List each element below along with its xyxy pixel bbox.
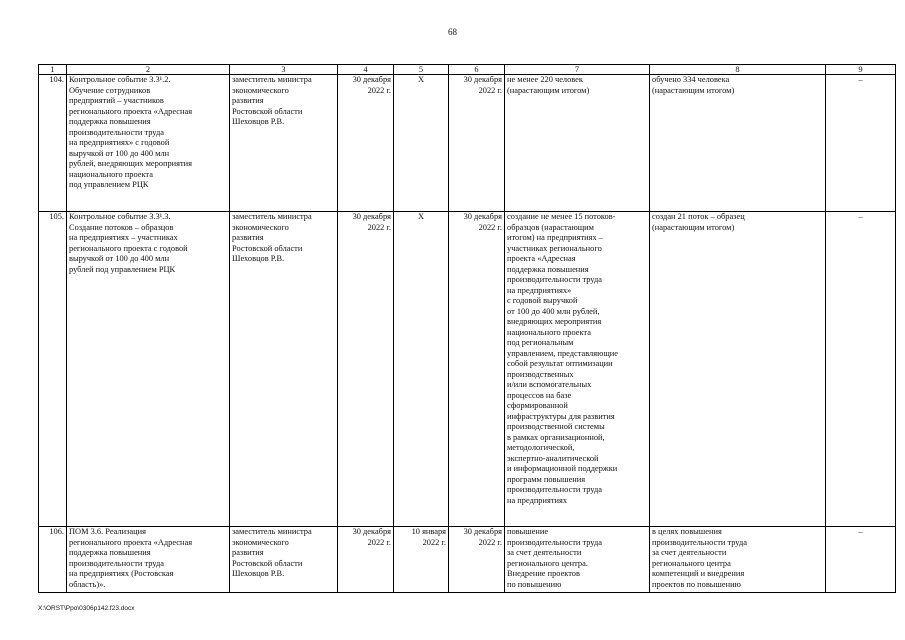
cell-text-line: сформированной (507, 401, 568, 410)
header-cell-7: 7 (505, 65, 650, 75)
cell-text-line: регионального проекта с годовой (69, 243, 188, 253)
cell-text-line: компетенций и внедрения (652, 569, 745, 578)
cell-text-line: за счет деятельности (507, 548, 582, 557)
cell-text-line: по повышению (507, 579, 562, 589)
cell-text-line: ПОМ 3.6. Реализация (69, 527, 146, 536)
cell-text-line: 30 декабря (463, 75, 502, 84)
cell-text-line: в рамках организационной, (507, 432, 605, 442)
cell-text-line: 30 декабря (352, 527, 391, 536)
cell-text-line: 30 декабря (463, 527, 502, 536)
cell-text-line: поддержка повышения (69, 117, 151, 126)
cell-text-line: поддержка повышения (69, 548, 151, 557)
start-date-cell (394, 75, 449, 212)
cell-text-line: 2022 г. (422, 537, 446, 547)
cell-text-line: 30 декабря (352, 75, 391, 84)
cell-text-line: 30 декабря (352, 212, 391, 221)
event-description-cell (67, 75, 230, 212)
event-description-cell (67, 527, 230, 593)
notes-cell (826, 527, 896, 593)
cell-text-line: внедряющих мероприятия (507, 317, 602, 326)
planned-date-cell (338, 75, 394, 212)
cell-text-line: за счет деятельности (652, 548, 727, 557)
cell-text-line: развития (232, 233, 264, 242)
cell-text-line: регионального центра. (507, 558, 588, 568)
cell-text-line: экономического (232, 537, 289, 547)
responsible-cell (230, 527, 338, 593)
cell-text-line: выручкой от 100 до 400 млн (69, 254, 170, 263)
cell-text-line: предприятий – участников (69, 96, 164, 105)
table-row (39, 212, 896, 527)
cell-text-line: регионального центра (652, 558, 731, 568)
cell-text-line: Ростовской области (232, 558, 303, 568)
expected-result-cell (505, 75, 650, 212)
header-row (39, 65, 896, 75)
cell-text-line: заместитель министра (232, 527, 312, 536)
cell-text-line: Ростовской области (232, 106, 303, 116)
cell-text-line: поддержка повышения (507, 264, 589, 274)
page-number: 68 (448, 27, 457, 37)
cell-text-line: управлением, представляющие (507, 348, 618, 358)
actual-result-cell (650, 75, 826, 212)
cell-text-line: производительности труда (652, 537, 747, 547)
cell-text-line: повышение (507, 527, 549, 536)
cell-text-line: Создание потоков – образцов (69, 222, 174, 232)
actual-result-cell (650, 527, 826, 593)
expected-result-cell (505, 527, 650, 593)
cell-text-line: Контрольное событие 3.3¹.3. (69, 212, 171, 221)
cell-text-line: создание не менее 15 потоков- (507, 212, 616, 221)
cell-text-line: рублей под управлением РЦК (69, 264, 176, 274)
cell-text-line: развития (232, 548, 264, 557)
file-path-footer: X:\ORST\Ppo\0306p142.f23.docx (38, 605, 135, 612)
cell-text-line: участниках регионального (507, 243, 602, 253)
start-date-cell (394, 527, 449, 593)
start-date-cell (394, 212, 449, 527)
cell-text-line: Ростовской области (232, 243, 303, 253)
cell-text-line: программ повышения (507, 474, 586, 484)
header-cell-2: 2 (67, 65, 230, 75)
cell-text-line: (нарастающим итогом) (652, 85, 735, 95)
plan-table (38, 64, 896, 593)
header-cell-9: 9 (826, 65, 896, 75)
cell-text-line: – (858, 75, 863, 84)
cell-text-line: (нарастающим итогом) (507, 85, 590, 95)
header-cell-3: 3 (230, 65, 338, 75)
cell-text-line: процессов на базе (507, 390, 572, 400)
cell-text-line: производительности труда (69, 127, 164, 137)
cell-text-line: методологической, (507, 443, 575, 452)
cell-text-line: производственной системы (507, 422, 605, 431)
cell-text-line: национального проекта (507, 327, 591, 337)
cell-text-line: на предприятиях» с годовой (69, 138, 170, 147)
cell-text-line: собой результат оптимизации (507, 359, 613, 368)
cell-text-line: под управлением РЦК (69, 180, 149, 189)
cell-text-line: 2022 г. (478, 537, 502, 547)
row-number: 105. (39, 212, 67, 527)
cell-text-line: заместитель министра (232, 75, 312, 84)
cell-text-line: 2022 г. (478, 85, 502, 95)
planned-date-cell (338, 212, 394, 527)
cell-text-line: инфраструктуры для развития (507, 411, 615, 421)
cell-text-line: производительности труда (69, 558, 164, 568)
end-date-cell (449, 527, 505, 593)
header-cell-6: 6 (449, 65, 505, 75)
cell-text-line: 10 января (411, 527, 446, 536)
cell-text-line: экономического (232, 222, 289, 232)
cell-text-line: производительности труда (507, 537, 602, 547)
notes-cell (826, 212, 896, 527)
cell-text-line: в целях повышения (652, 527, 722, 536)
cell-text-line: 2022 г. (367, 537, 391, 547)
event-description-cell (67, 212, 230, 527)
cell-text-line: на предприятиях (Ростовская (69, 569, 174, 578)
cell-text-line: обучено 334 человека (652, 75, 730, 84)
row-number: 104. (39, 75, 67, 212)
cell-text-line: итогом) на предприятиях – (507, 233, 603, 242)
table-row (39, 527, 896, 593)
cell-text-line: Шеховцов Р.В. (232, 254, 285, 263)
end-date-cell (449, 212, 505, 527)
cell-text-line: производительности труда (507, 485, 602, 494)
expected-result-cell (505, 212, 650, 527)
cell-text-line: проекта «Адресная (507, 254, 576, 263)
cell-text-line: на предприятиях (507, 495, 568, 505)
planned-date-cell (338, 527, 394, 593)
cell-text-line: с годовой выручкой (507, 296, 578, 305)
cell-text-line: на предприятиях – участниках (69, 233, 178, 242)
cell-text-line: Шеховцов Р.В. (232, 117, 285, 126)
cell-text-line: Шеховцов Р.В. (232, 569, 285, 578)
cell-text-line: производительности труда (507, 275, 602, 284)
cell-text-line: экономического (232, 85, 289, 95)
cell-text-line: Х (417, 212, 425, 221)
cell-text-line: заместитель министра (232, 212, 312, 221)
notes-cell (826, 75, 896, 212)
cell-text-line: образцов (нарастающим (507, 222, 594, 232)
cell-text-line: производственных (507, 369, 574, 379)
cell-text-line: на предприятиях» (507, 285, 572, 295)
responsible-cell (230, 212, 338, 527)
cell-text-line: Внедрение проектов (507, 569, 580, 578)
cell-text-line: от 100 до 400 млн рублей, (507, 306, 600, 316)
cell-text-line: регионального проекта «Адресная (69, 106, 193, 116)
row-number: 106. (39, 527, 67, 593)
cell-text-line: экспертно-аналитической (507, 453, 599, 463)
header-cell-1: 1 (39, 65, 67, 75)
cell-text-line: и информационной поддержки (507, 464, 618, 473)
header-cell-4: 4 (338, 65, 394, 75)
cell-text-line: регионального проекта «Адресная (69, 537, 193, 547)
cell-text-line: под региональным (507, 338, 574, 347)
cell-text-line: – (858, 527, 863, 536)
cell-text-line: не менее 220 человек (507, 75, 583, 84)
header-cell-8: 8 (650, 65, 826, 75)
cell-text-line: 2022 г. (478, 222, 502, 232)
end-date-cell (449, 75, 505, 212)
cell-text-line: проектов по повышению (652, 579, 741, 589)
cell-text-line: и/или вспомогательных (507, 380, 592, 389)
cell-text-line: создан 21 поток – образец (652, 212, 745, 221)
responsible-cell (230, 75, 338, 212)
cell-text-line: 2022 г. (367, 222, 391, 232)
cell-text-line: развития (232, 96, 264, 105)
header-cell-5: 5 (394, 65, 449, 75)
cell-text-line: Х (417, 75, 425, 84)
cell-text-line: Контрольное событие 3.3¹.2. (69, 75, 171, 84)
cell-text-line: выручкой от 100 до 400 млн (69, 148, 170, 158)
table-row (39, 75, 896, 212)
actual-result-cell (650, 212, 826, 527)
cell-text-line: национального проекта (69, 169, 153, 179)
cell-text-line: Обучение сотрудников (69, 85, 151, 95)
cell-text-line: 2022 г. (367, 85, 391, 95)
cell-text-line: рублей, внедряющих мероприятия (69, 159, 192, 168)
cell-text-line: область)». (69, 579, 106, 589)
cell-text-line: 30 декабря (463, 212, 502, 221)
cell-text-line: – (858, 212, 863, 221)
cell-text-line: (нарастающим итогом) (652, 222, 735, 232)
